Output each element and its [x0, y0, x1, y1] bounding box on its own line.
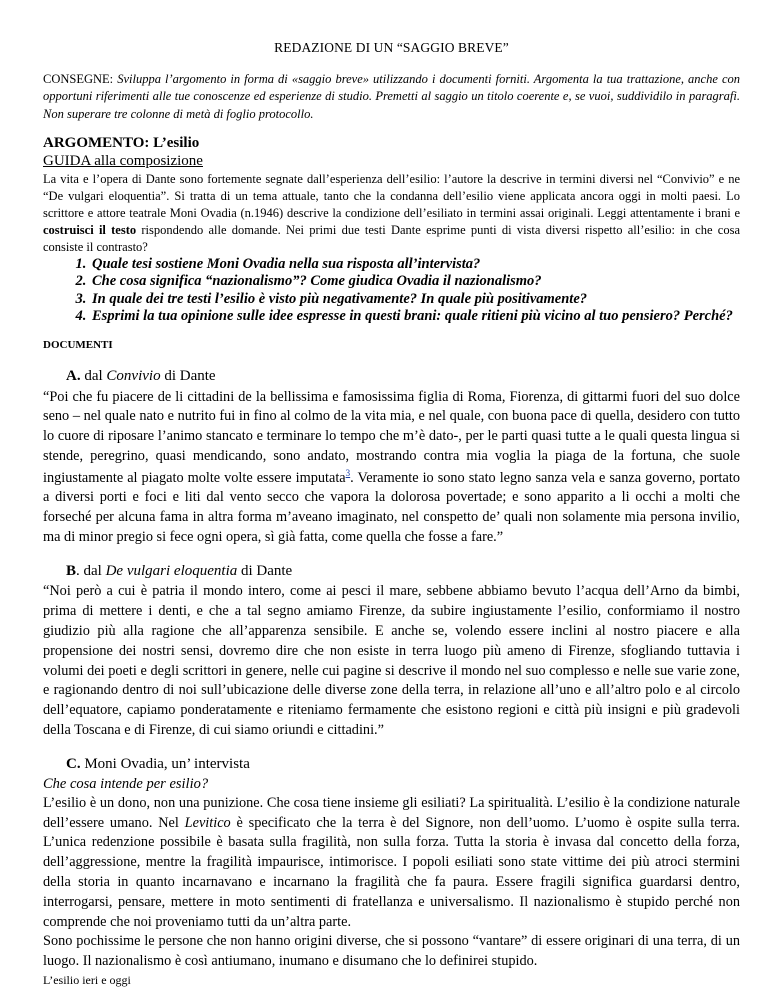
argomento-heading: ARGOMENTO: L’esilio	[43, 134, 200, 151]
question-item: 4. Esprimi la tua opinione sulle idee espresse in questi brani: quale ritieni più vicino al tuo pensiero? Perché?	[90, 308, 740, 325]
interview-question: Che cosa intende per esilio?	[43, 775, 209, 792]
documenti-heading: DOCUMENTI	[43, 338, 113, 351]
question-item: 3. In quale dei tre testi l’esilio è visto più negativamente? In quale più positivamente?	[90, 291, 740, 308]
guida-heading: GUIDA alla composizione	[43, 152, 203, 169]
doc-c-text: L’esilio è un dono, non una punizione. Che cosa tiene insieme gli esiliati? La spiritualità. L’esilio è la condizione naturale dell’essere umano. Nel Levitico è specificato che la terra è del Signore, non dell’uomo. L’uomo è ospite sulla terra. L’unica redenzione possibile è basata sulla fragilità, non sulla forza. Tutta la storia è invasa dal concetto della forza, dell’aggressione, mentre la fragilità impaurisce, intimorisce. I popoli esiliati sono state vittime dei più atroci stermini della storia in quanto incarnavano e incarnano la fragilità che fa paura. Essere fragili significa guardarsi dentro, interrogarsi, pensare, mettere in moto sentimenti di fratellanza e universalismo. Il nazionalismo è stupido perché non comprende che noi proveniamo tutti da un’altra parte. Sono pochissime le persone che non hanno origini diverse, che si possono “vantare” di essere originari di una terra, di un luogo. Il nazionalismo è così antiumano, inumano e disumano che lo definirei stupido.	[43, 794, 740, 970]
question-item: 2. Che cosa significa “nazionalismo”? Come giudica Ovadia il nazionalismo?	[90, 273, 740, 290]
question-item: 1. Quale tesi sostiene Moni Ovadia nella sua risposta all’intervista?	[90, 256, 740, 273]
doc-b-heading: B. dal De vulgari eloquentia di Dante	[66, 562, 293, 579]
doc-c-heading: C. Moni Ovadia, un’ intervista	[66, 755, 250, 772]
page-title: REDAZIONE DI UN “SAGGIO BREVE”	[274, 40, 509, 55]
question-list	[43, 256, 740, 324]
guida-bold-text: costruisci il testo	[43, 223, 137, 238]
doc-a-text: “Poi che fu piacere de li cittadini de la bellissima e famosissima figlia di Roma, Fiorenza, di gittarmi fuori del suo dolce seno – nel quale nato e nutrito fui in fino al colmo de la vita mia, e nel quale, con buona pace di quella, desidero con tutto lo cuore di riposare l’animo stancato e terminare lo tempo che m’è dato-, per le parti quasi tutte a le quali questa lingua si stende, peregrino, quasi mendicando, sono andato, mostrando contra mia voglia la piaga de la fortuna, che suole ingiustamente al piagato molte volte essere imputata$^3$. Veramente io sono stato legno sanza vela e sanza governo, portato a diversi porti e foci e liti dal vento secco che vapora la dolorosa povertade; e sono apparito a li occhi a molti che forseché per alcuna fama in altra forma m’aveano imaginato, nel conspetto de’ quali non solamente mia persona invilio, ma di minor pregio si fece ogni opera, sì già fatta, come quella che fosse a fare.”	[43, 388, 740, 545]
doc-b-text: “Noi però a cui è patria il mondo intero, come ai pesci il mare, sebbene abbiamo bevuto l’acqua dell’Arno da bimbi, prima di mettere i denti, e che a tal segno amiamo Firenze, da subire ingiustamente l’esilio, conformiamo il nostro giudizio più alla ragione che all’apparenza sensibile. E anche se, volendo essere inclini al nostro piacere e alla propensione dei nostri sensi, dovremo dire che non esiste in terra luogo più ameno di Firenze, sfogliando tuttavia i volumi dei poeti e degli scrittori in genere, nelle cui pagine si descrive il mondo nel suo complesso e nelle sue varie zone, e ragionando dentro di noi sull’ubicazione delle diverse zone della terra, in relazione all’uno e all’altro polo e al circolo dell’equatore, capiamo ponderatamente e riteniamo fermamente che esistono regioni e città più insigni e più gradevoli della Toscana e di Firenze, di cui siamo oriundi e cittadini.”	[43, 583, 740, 739]
footnote-link[interactable]: 3	[345, 467, 351, 478]
page-footer: L’esilio ieri e oggi	[43, 973, 131, 988]
doc-a-heading: A. dal Convivio di Dante	[66, 367, 216, 384]
consegne-label: CONSEGNE:	[43, 72, 114, 86]
guida-paragraph: La vita e l’opera di Dante sono fortemente segnate dall’esperienza dell’esilio: l’autore la descrive in termini diversi nel “Convivio” e ne “De vulgari eloquentia”. Si tratta di un tema attuale, tanto che la condanna dell’esilio viene applicata ancora oggi in molti paesi. Lo scrittore e attore teatrale Moni Ovadia (n.1946) descrive la condizione dell’esiliato in termini assai originali. Leggi attentamente i brani e costruisci il testo rispondendo alle domande. Nei primi due testi Dante esprime punti di vista diversi rispetto all’esilio: in che cosa consiste il contrasto?	[43, 171, 740, 255]
consegne-text: Sviluppa l’argomento in forma di «saggio breve» utilizzando i documenti forniti. Argomenta la tua trattazione, anche con opportuni riferimenti alle tue conoscenze ed esperienze di studio. Premetti al saggio un titolo coerente e, se vuoi, suddividilo in paragrafi. Non superare tre colonne di metà di foglio protocollo.	[43, 72, 740, 121]
consegne-paragraph	[43, 71, 740, 123]
